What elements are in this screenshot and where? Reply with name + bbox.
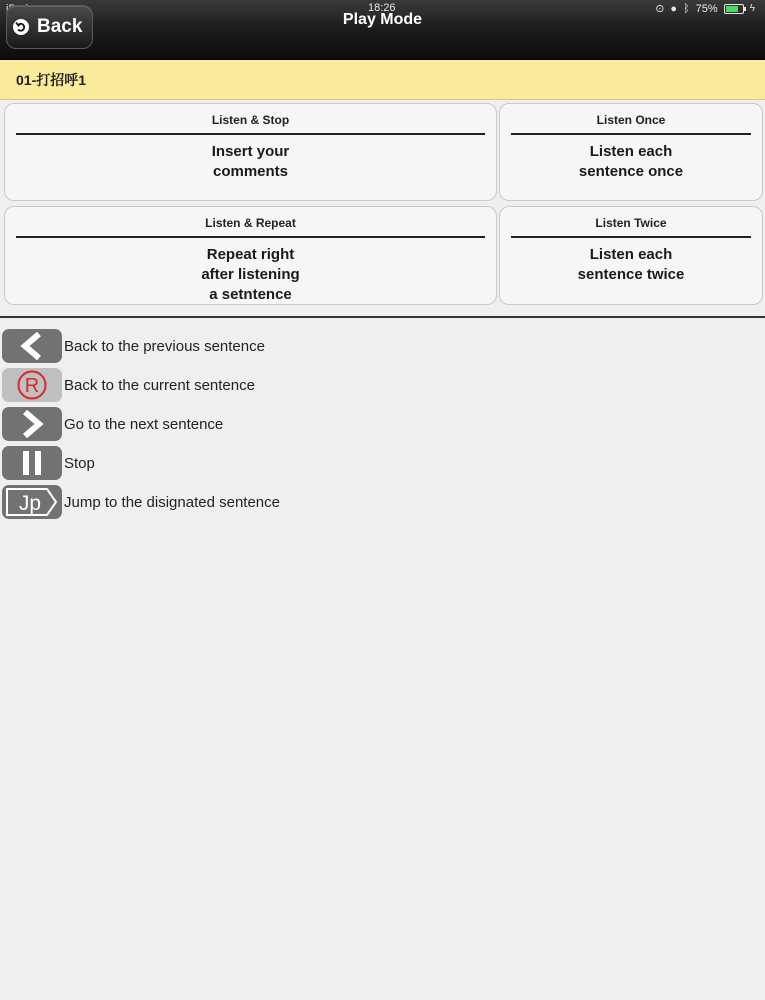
card-divider (16, 236, 485, 238)
legend-label: Back to the current sentence (64, 376, 255, 394)
legend-label: Go to the next sentence (64, 415, 224, 433)
legend-item (2, 328, 265, 364)
mode-description: Listen each sentence twice (577, 246, 685, 283)
registered-glyph: R (24, 375, 40, 397)
mode-listen-repeat-card[interactable] (4, 206, 497, 305)
legend-item (2, 367, 255, 403)
registered-r-icon (2, 368, 62, 402)
legend-label: Jump to the disignated sentence (64, 493, 280, 511)
card-divider (511, 133, 751, 135)
mode-title: Listen & Stop (211, 113, 290, 127)
mode-title: Listen Once (596, 113, 666, 127)
bluetooth-icon: ᛒ (683, 2, 690, 15)
section-divider (0, 316, 765, 318)
chevron-left-icon (2, 329, 62, 363)
mode-title: Listen Twice (595, 216, 667, 230)
card-divider (511, 236, 751, 238)
lesson-title: 01-打招呼1 (16, 71, 87, 88)
mode-listen-once-card[interactable] (499, 103, 763, 201)
mode-listen-stop-card[interactable] (4, 103, 497, 201)
lesson-title-bar (0, 60, 765, 100)
chevron-right-icon (2, 407, 62, 441)
legend-label: Stop (64, 454, 95, 472)
battery-percent: 75% (695, 2, 718, 15)
jump-glyph: Jp (18, 492, 42, 515)
status-time: 18:26 (368, 2, 396, 14)
legend-item (2, 445, 95, 481)
legend-label: Back to the previous sentence (64, 337, 265, 355)
mode-description: Insert your comments (211, 143, 290, 180)
mode-description: Repeat right after listening a setntence (201, 246, 300, 303)
mode-listen-twice-card[interactable] (499, 206, 763, 305)
legend-item (2, 484, 280, 520)
legend-item (2, 406, 223, 442)
back-label: Back (37, 16, 83, 37)
mode-title: Listen & Repeat (205, 216, 296, 230)
navigation-bar (0, 0, 765, 60)
jump-icon (2, 485, 62, 519)
charging-icon: ϟ (749, 3, 755, 14)
card-divider (16, 133, 485, 135)
pause-icon (2, 446, 62, 480)
location-icon: ⊙ (655, 3, 665, 15)
page-title: Play Mode (342, 11, 423, 28)
lock-rotation-icon: ● (670, 2, 678, 15)
mode-description: Listen each sentence once (578, 143, 684, 180)
